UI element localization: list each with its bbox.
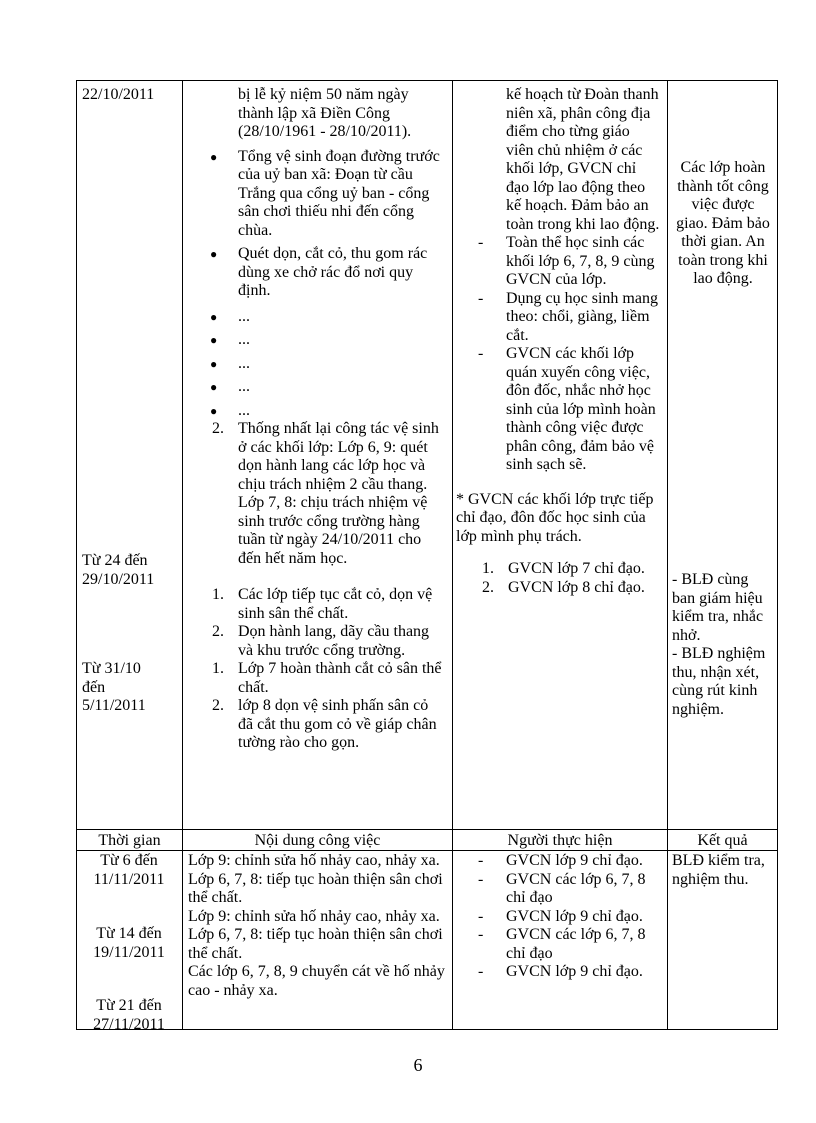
header-executor: Người thực hiện xyxy=(507,832,613,849)
table-left-border xyxy=(76,80,77,1030)
content-list-b xyxy=(210,586,446,660)
dash-marker: - xyxy=(478,289,484,307)
bullet-item: ● ... xyxy=(210,402,446,421)
header-result: Kết quả xyxy=(697,832,748,849)
list-text: GVCN lớp 8 chỉ đạo. xyxy=(508,578,645,596)
content-line: Lớp 6, 7, 8: tiếp tục hoàn thiện sân chơi thể chất. xyxy=(188,926,443,962)
list-number: 2. xyxy=(212,623,224,640)
col-divider-2 xyxy=(452,80,453,1030)
date-cell: 22/10/2011 xyxy=(82,86,155,103)
result-cell: BLĐ kiểm tra, nghiệm thu. xyxy=(672,852,765,888)
content-line: Lớp 9: chỉnh sửa hố nhảy cao, nhảy xa. xyxy=(188,852,440,869)
content-cell xyxy=(188,852,448,1000)
result-cell: Các lớp hoàn thành tốt công việc được giao. Đảm bảo thời gian. An toàn trong khi lao động. xyxy=(676,159,770,287)
list-number: 2. xyxy=(212,697,224,714)
dash-text: Toàn thể học sinh các khối lớp 6, 7, 8, 9 cùng GVCN của lớp. xyxy=(506,234,655,288)
date-cell: Từ 31/10 đến 5/11/2011 xyxy=(82,660,146,714)
bullet-item: ● ... xyxy=(210,331,446,350)
dash-marker: - xyxy=(478,926,484,943)
dash-marker: - xyxy=(478,870,484,888)
dash-text: GVCN các lớp 6, 7, 8 chỉ đạo xyxy=(506,926,646,962)
list-number: 2. xyxy=(482,578,494,596)
executor-cell xyxy=(456,852,662,982)
executor-numbered-list xyxy=(456,560,662,597)
content-intro: bị lễ kỷ niệm 50 năm ngày thành lập xã Điền Công (28/10/1961 - 28/10/2011). xyxy=(238,86,412,140)
executor-dash-list xyxy=(456,852,662,982)
content-line: Các lớp 6, 7, 8, 9 chuyển cát về hố nhảy cao - nhảy xa. xyxy=(188,963,445,999)
list-text: Các lớp tiếp tục cắt cỏ, dọn vệ sinh sân thể chất. xyxy=(238,586,433,622)
bullet-item: ● ... xyxy=(210,378,446,397)
list-number: 1. xyxy=(482,560,494,577)
content-line: Lớp 9: chỉnh sửa hố nhảy cao, nhảy xa. xyxy=(188,907,440,925)
date-cell: Từ 24 đến 29/10/2011 xyxy=(82,552,155,588)
dash-marker: - xyxy=(478,907,484,925)
dash-text: GVCN lớp 9 chỉ đạo. xyxy=(506,963,643,980)
date-cell: Từ 14 đến 19/11/2011 xyxy=(93,925,165,961)
table-right-border xyxy=(777,80,778,1030)
content-list-c xyxy=(210,660,446,753)
dash-text: GVCN các khối lớp quán xuyến công việc, đôn đốc, nhắc nhở học sinh của lớp mình hoàn thành công việc được phân công, đảm bảo vệ sinh sạch sẽ. xyxy=(506,345,656,473)
dash-marker: - xyxy=(478,852,484,869)
page-number: 6 xyxy=(413,1055,423,1075)
bullet-item: ● ... xyxy=(210,308,446,327)
executor-dash-list xyxy=(456,234,662,475)
list-text: GVCN lớp 7 chỉ đạo. xyxy=(508,560,645,577)
col-divider-1 xyxy=(182,80,183,1030)
dash-marker: - xyxy=(478,345,484,362)
executor-intro: kế hoạch từ Đoàn thanh niên xã, phân công địa điểm cho từng giáo viên chủ nhiệm ở các khối lớp, GVCN chỉ đạo lớp lao động theo kế hoạch. Đảm bảo an toàn trong khi lao động. xyxy=(506,86,660,233)
header-content: Nội dung công việc xyxy=(254,832,381,849)
list-text: Dọn hành lang, dãy cầu thang và khu trước cổng trường. xyxy=(238,623,430,659)
content-bullet-list xyxy=(210,148,446,421)
dash-marker: - xyxy=(478,963,484,980)
result-cell: - BLĐ cùng ban giám hiệu kiểm tra, nhắc nhở. - BLĐ nghiệm thu, nhận xét, cùng rút kinh nghiệm. xyxy=(672,571,766,718)
date-cell: Từ 21 đến 27/11/2011 xyxy=(93,997,165,1033)
col-divider-3 xyxy=(667,80,668,1030)
content-cell xyxy=(210,86,446,753)
dash-marker: - xyxy=(478,234,484,251)
dash-text: GVCN lớp 9 chỉ đạo. xyxy=(506,852,643,869)
list-number: 1. xyxy=(212,586,224,603)
list-text: Lớp 7 hoàn thành cắt cỏ sân thể chất. xyxy=(238,660,442,696)
dash-text: Dụng cụ học sinh mang theo: chổi, giàng, liềm cắt. xyxy=(506,289,658,344)
date-cell: Từ 6 đến 11/11/2011 xyxy=(93,852,165,888)
executor-cell xyxy=(456,86,662,597)
dash-text: GVCN các lớp 6, 7, 8 chỉ đạo xyxy=(506,870,646,906)
executor-note: * GVCN các khối lớp trực tiếp chỉ đạo, đôn đốc học sinh của lớp mình phụ trách. xyxy=(456,490,654,545)
content-item-2 xyxy=(210,420,446,568)
header-time: Thời gian xyxy=(98,832,161,849)
list-number: 1. xyxy=(212,660,224,677)
dash-text: GVCN lớp 9 chỉ đạo. xyxy=(506,907,643,925)
bullet-item: ● Tổng vệ sinh đoạn đường trước của uỷ ban xã: Đoạn từ cầu Trắng qua cổng uỷ ban - cổng sân chơi thiếu nhi đến cổng chùa. xyxy=(210,148,446,241)
bullet-item: ● ... xyxy=(210,355,446,374)
list-text: Thống nhất lại công tác vệ sinh ở các khối lớp: Lớp 6, 9: quét dọn hành lang các lớp học và chịu trách nhiệm 2 cầu thang. Lớp 7, 8: chịu trách nhiệm vệ sinh trước cổng trường hàng tuần từ ngày 24/10/2011 cho đến hết năm học. xyxy=(238,420,439,567)
bullet-item: ● Quét dọn, cắt cỏ, thu gom rác dùng xe chở rác đổ nơi quy định. xyxy=(210,245,446,301)
content-line: Lớp 6, 7, 8: tiếp tục hoàn thiện sân chơi thể chất. xyxy=(188,870,443,906)
list-text: lớp 8 dọn vệ sinh phấn sân cỏ đã cắt thu gom cỏ về giáp chân tường rào cho gọn. xyxy=(238,697,437,751)
list-number: 2. xyxy=(212,420,224,437)
